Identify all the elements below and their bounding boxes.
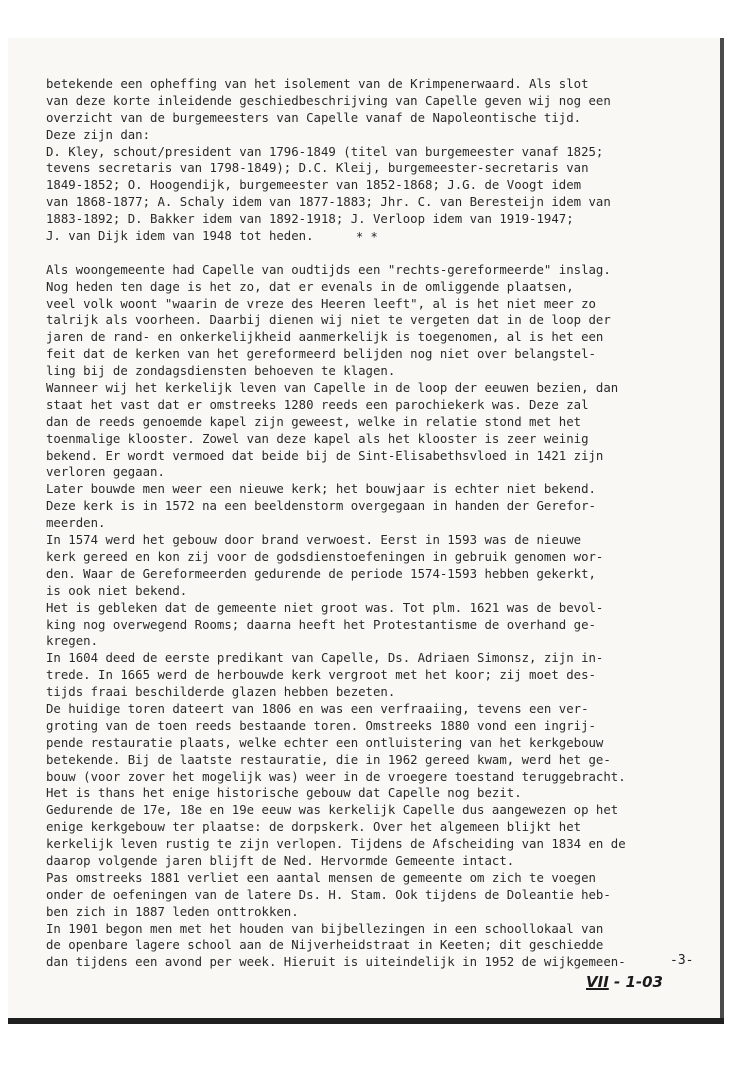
text-line: D. Kley, schout/president van 1796-1849 (titel van burgemeester vanaf 1825; xyxy=(46,144,604,159)
text-line: Pas omstreeks 1881 verliet een aantal mensen de gemeente om zich te voegen xyxy=(46,870,596,885)
text-line: betekende. Bij de laatste restauratie, die in 1962 gereed kwam, werd het ge- xyxy=(46,752,611,767)
text-line: Gedurende de 17e, 18e en 19e eeuw was kerkelijk Capelle dus aangewezen op het xyxy=(46,803,619,818)
text-line: tijds fraai beschilderde glazen hebben bezeten. xyxy=(46,685,396,700)
text-line: verloren gegaan. xyxy=(46,465,165,480)
text-line: betekende een opheffing van het isolement van de Krimpenerwaard. Als slot xyxy=(46,77,589,91)
page-right-shadow xyxy=(720,38,724,1020)
text-line: Wanneer wij het kerkelijk leven van Capelle in de loop der eeuwen bezien, dan xyxy=(46,381,619,396)
text-line: kregen. xyxy=(46,634,99,649)
text-line: Deze zijn dan: xyxy=(46,127,151,142)
page-bottom-shadow xyxy=(8,1018,724,1024)
text-line: van 1868-1877; A. Schaly idem van 1877-1883; Jhr. C. van Beresteijn idem van xyxy=(46,195,611,210)
text-line: Als woongemeente had Capelle van oudtijds een "rechts-gereformeerde" inslag. xyxy=(46,262,611,277)
text-line: trede. In 1665 werd de herbouwde kerk vergroot met het koor; zij moet des- xyxy=(46,668,596,683)
text-line: kerkelijk leven rustig te zijn verlopen. Tijdens de Afscheiding van 1834 en de xyxy=(46,837,626,852)
text-line: daarop volgende jaren blijft de Ned. Hervormde Gemeente intact. xyxy=(46,853,515,868)
text-line: ben zich in 1887 leden onttrokken. xyxy=(46,904,299,919)
reference-code-page: - 1-03 xyxy=(608,973,663,991)
text-line: bekend. Er wordt vermoed dat beide bij de Sint-Elisabethsvloed in 1421 zijn xyxy=(46,448,604,463)
text-line: Het is thans het enige historische gebouw dat Capelle nog bezit. xyxy=(46,786,522,801)
page-number: -3- xyxy=(670,953,694,968)
text-line: de openbare lagere school aan de Nijverheidstraat in Keeten; dit geschiedde xyxy=(46,938,604,953)
text-line: 1883-1892; D. Bakker idem van 1892-1918; J. Verloop idem van 1919-1947; xyxy=(46,212,574,227)
text-line: jaren de rand- en onkerkelijkheid aanmerkelijk is toegenomen, al is het een xyxy=(46,330,604,345)
text-line: van deze korte inleidende geschiedbeschrijving van Capelle geven wij nog een xyxy=(46,93,611,108)
text-line: De huidige toren dateert van 1806 en was een verfraaiing, tevens een ver- xyxy=(46,701,589,716)
text-line: Het is gebleken dat de gemeente niet groot was. Tot plm. 1621 was de bevol- xyxy=(46,600,604,615)
text-line: In 1574 werd het gebouw door brand verwoest. Eerst in 1593 was de nieuwe xyxy=(46,533,582,548)
text-line: tevens secretaris van 1798-1849); D.C. Kleij, burgemeester-secretaris van xyxy=(46,161,589,176)
text-line: veel volk woont "waarin de vreze des Heeren leeft", al is het niet meer zo xyxy=(46,296,596,311)
text-line xyxy=(46,245,706,262)
text-line: Nog heden ten dage is het zo, dat er evenals in de omliggende plaatsen, xyxy=(46,279,574,294)
document-page xyxy=(8,38,720,1020)
text-line: overzicht van de burgemeesters van Capelle vanaf de Napoleontische tijd. xyxy=(46,110,582,125)
text-line: feit dat de kerken van het gereformeerd belijden nog niet over belangstel- xyxy=(46,347,596,362)
body-text xyxy=(46,76,706,971)
text-line: pende restauratie plaats, welke echter een ontluistering van het kerkgebouw xyxy=(46,735,604,750)
text-line: ling bij de zondagsdiensten behoeven te klagen. xyxy=(46,364,396,379)
text-line: J. van Dijk idem van 1948 tot heden. xyxy=(46,229,314,244)
text-line: king nog overwegend Rooms; daarna heeft het Protestantisme de overhand ge- xyxy=(46,617,596,632)
text-line: bouw (voor zover het mogelijk was) weer in de vroegere toestand teruggebracht. xyxy=(46,769,626,784)
text-line: toenmalige klooster. Zowel van deze kapel als het klooster is zeer weinig xyxy=(46,431,589,446)
text-line: den. Waar de Gereformeerden gedurende de periode 1574-1593 hebben gekerkt, xyxy=(46,566,596,581)
reference-code-volume: VII xyxy=(586,973,609,991)
text-line: 1849-1852; O. Hoogendijk, burgemeester van 1852-1868; J.G. de Voogt idem xyxy=(46,178,582,193)
text-line: talrijk als voorheen. Daarbij dienen wij niet te vergeten dat in de loop der xyxy=(46,313,611,328)
section-separator: * * xyxy=(356,230,378,244)
text-line: onder de oefeningen van de latere Ds. H. Stam. Ook tijdens de Doleantie heb- xyxy=(46,887,611,902)
text-line: dan tijdens een avond per week. Hieruit is uiteindelijk in 1952 de wijkgemeen- xyxy=(46,955,626,970)
text-line: Deze kerk is in 1572 na een beeldenstorm overgegaan in handen der Gerefor- xyxy=(46,499,596,514)
text-line: In 1604 deed de eerste predikant van Capelle, Ds. Adriaen Simonsz, zijn in- xyxy=(46,651,604,666)
text-line: dan de reeds genoemde kapel zijn geweest, welke in relatie stond met het xyxy=(46,414,582,429)
text-line: In 1901 begon men met het houden van bijbellezingen in een schoollokaal van xyxy=(46,921,604,936)
text-line: meerden. xyxy=(46,516,106,531)
text-line: enige kerkgebouw ter plaatse: de dorpskerk. Over het algemeen blijkt het xyxy=(46,820,582,835)
text-line: Later bouwde men weer een nieuwe kerk; het bouwjaar is echter niet bekend. xyxy=(46,482,596,497)
text-line: is ook niet bekend. xyxy=(46,583,188,598)
text-line: staat het vast dat er omstreeks 1280 reeds een parochiekerk was. Deze zal xyxy=(46,397,589,412)
text-line: kerk gereed en kon zij voor de godsdienstoefeningen in gebruik genomen wor- xyxy=(46,549,604,564)
text-line: groting van de toen reeds bestaande toren. Omstreeks 1880 vond een ingrij- xyxy=(46,718,596,733)
reference-code xyxy=(586,973,663,991)
